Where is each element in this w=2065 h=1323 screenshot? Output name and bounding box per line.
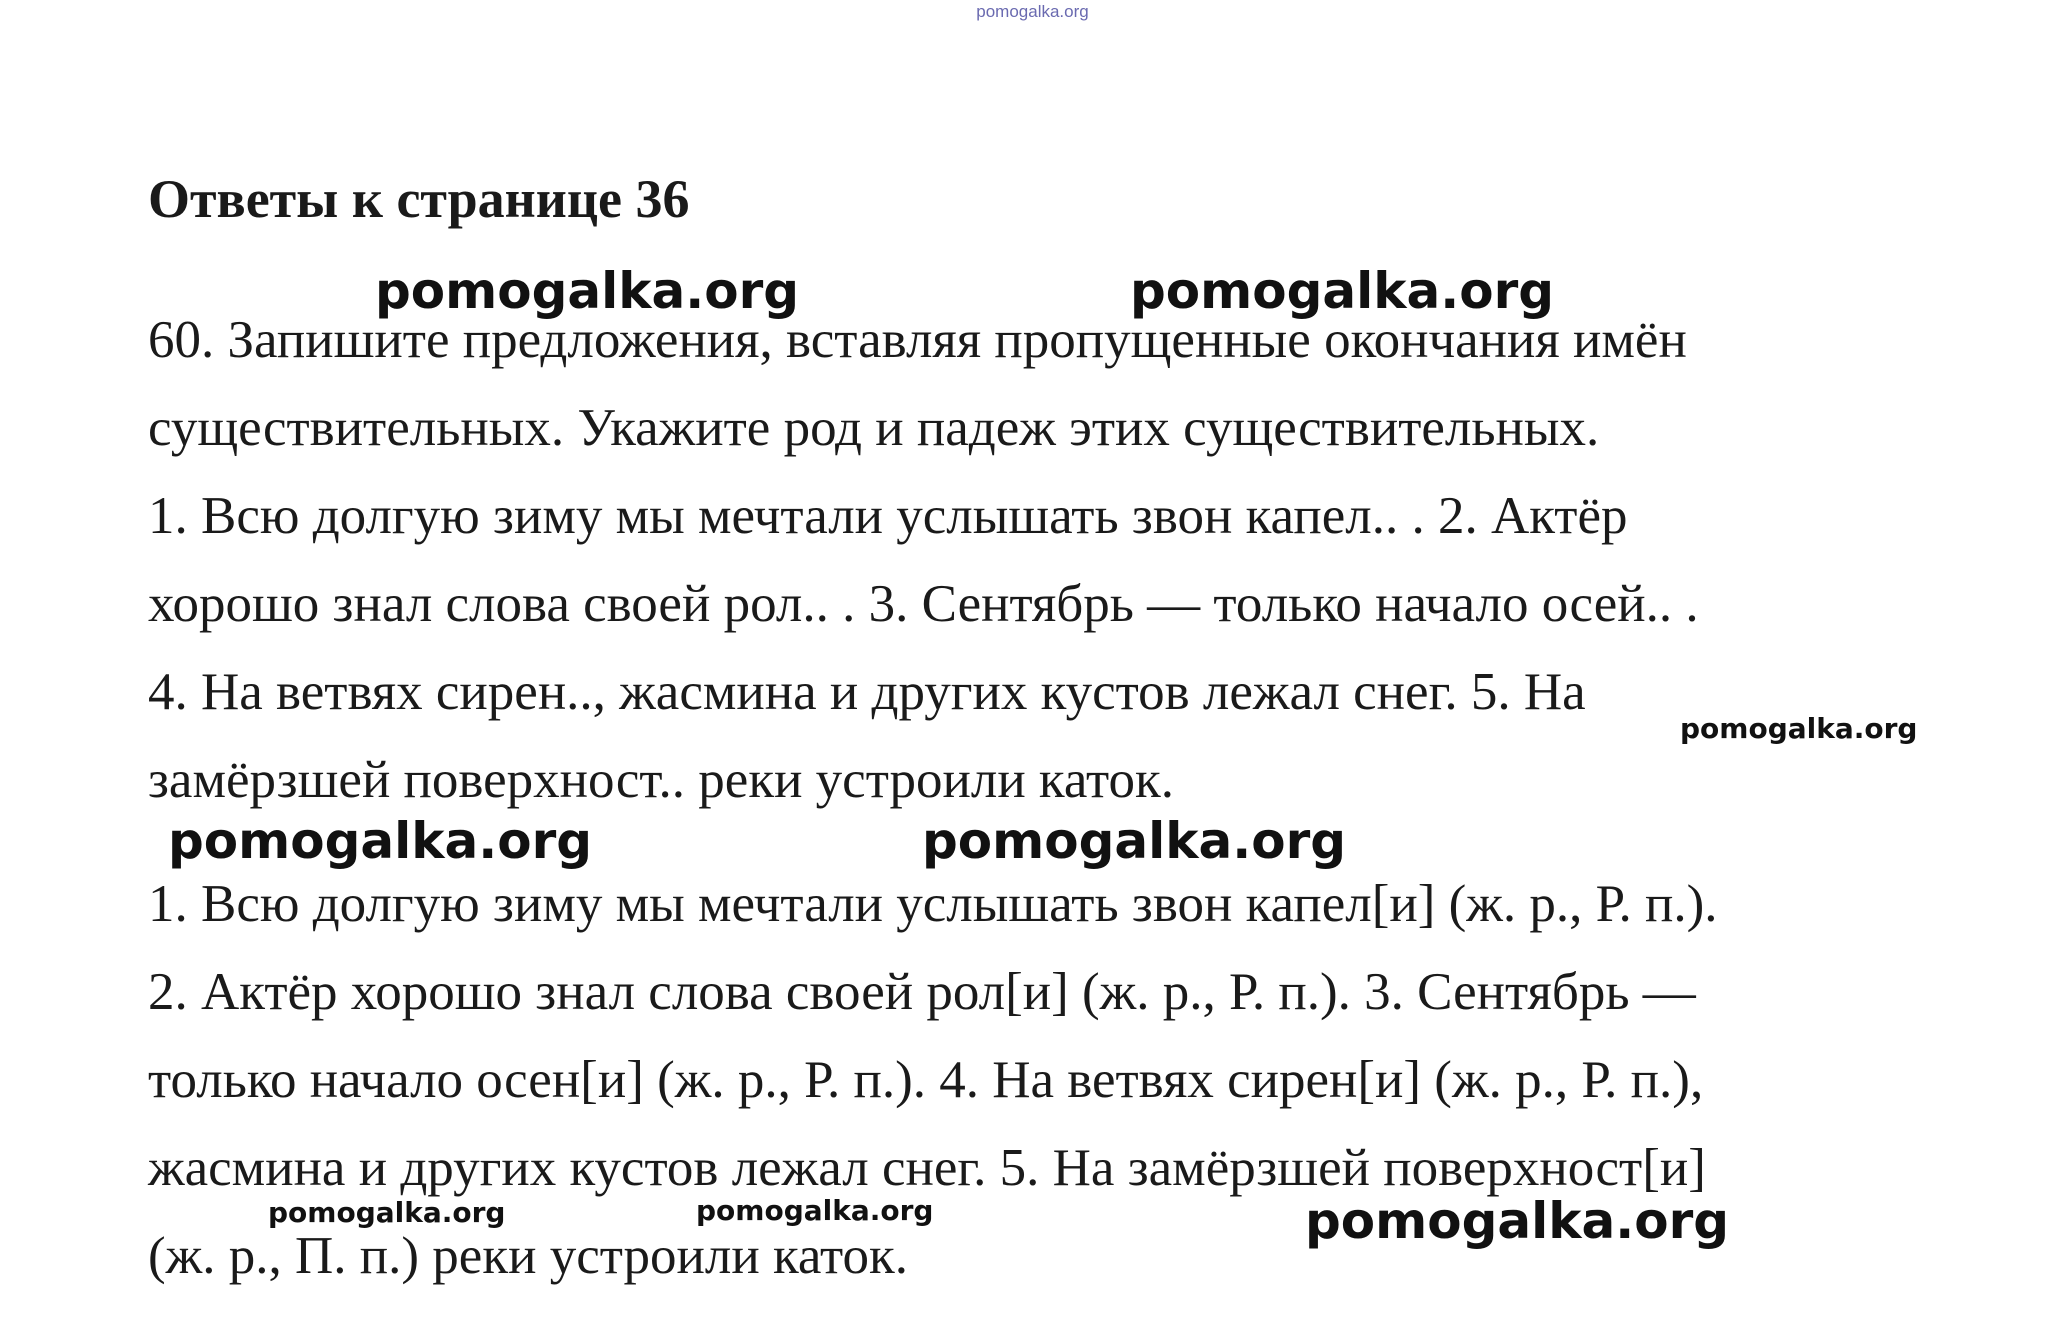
answer-line: жасмина и других кустов лежал снег. 5. На замёрзшей поверхност[и] [148, 1139, 1706, 1197]
task-line: 4. На ветвях сирен.., жасмина и других кустов лежал снег. 5. На [148, 663, 1586, 721]
watermark: pomogalka.org [922, 812, 1347, 870]
answer-line: (ж. р., П. п.) реки устроили каток. [148, 1227, 909, 1285]
task-line: хорошо знал слова своей рол.. . 3. Сентябрь — только начало осей.. . [148, 575, 1699, 633]
answer-line: 1. Всю долгую зиму мы мечтали услышать звон капел[и] (ж. р., Р. п.). [148, 875, 1718, 933]
watermark: pomogalka.org [696, 1194, 934, 1227]
watermark: pomogalka.org [375, 262, 800, 320]
watermark: pomogalka.org [1130, 262, 1555, 320]
watermark: pomogalka.org [1680, 712, 1918, 745]
site-link[interactable]: pomogalka.org [976, 2, 1089, 21]
watermark: pomogalka.org [268, 1196, 506, 1229]
task-line: 60. Запишите предложения, вставляя пропущенные окончания имён [148, 311, 1687, 369]
task-line: 1. Всю долгую зиму мы мечтали услышать звон капел.. . 2. Актёр [148, 487, 1628, 545]
answer-line: 2. Актёр хорошо знал слова своей рол[и] (ж. р., Р. п.). 3. Сентябрь — [148, 963, 1696, 1021]
answer-line: только начало осен[и] (ж. р., Р. п.). 4. На ветвях сирен[и] (ж. р., Р. п.), [148, 1051, 1704, 1109]
watermark: pomogalka.org [1305, 1192, 1730, 1250]
watermark: pomogalka.org [168, 812, 593, 870]
task-line: существительных. Укажите род и падеж этих существительных. [148, 399, 1600, 457]
page-title: Ответы к странице 36 [148, 169, 690, 229]
task-line: замёрзшей поверхност.. реки устроили каток. [148, 751, 1174, 809]
